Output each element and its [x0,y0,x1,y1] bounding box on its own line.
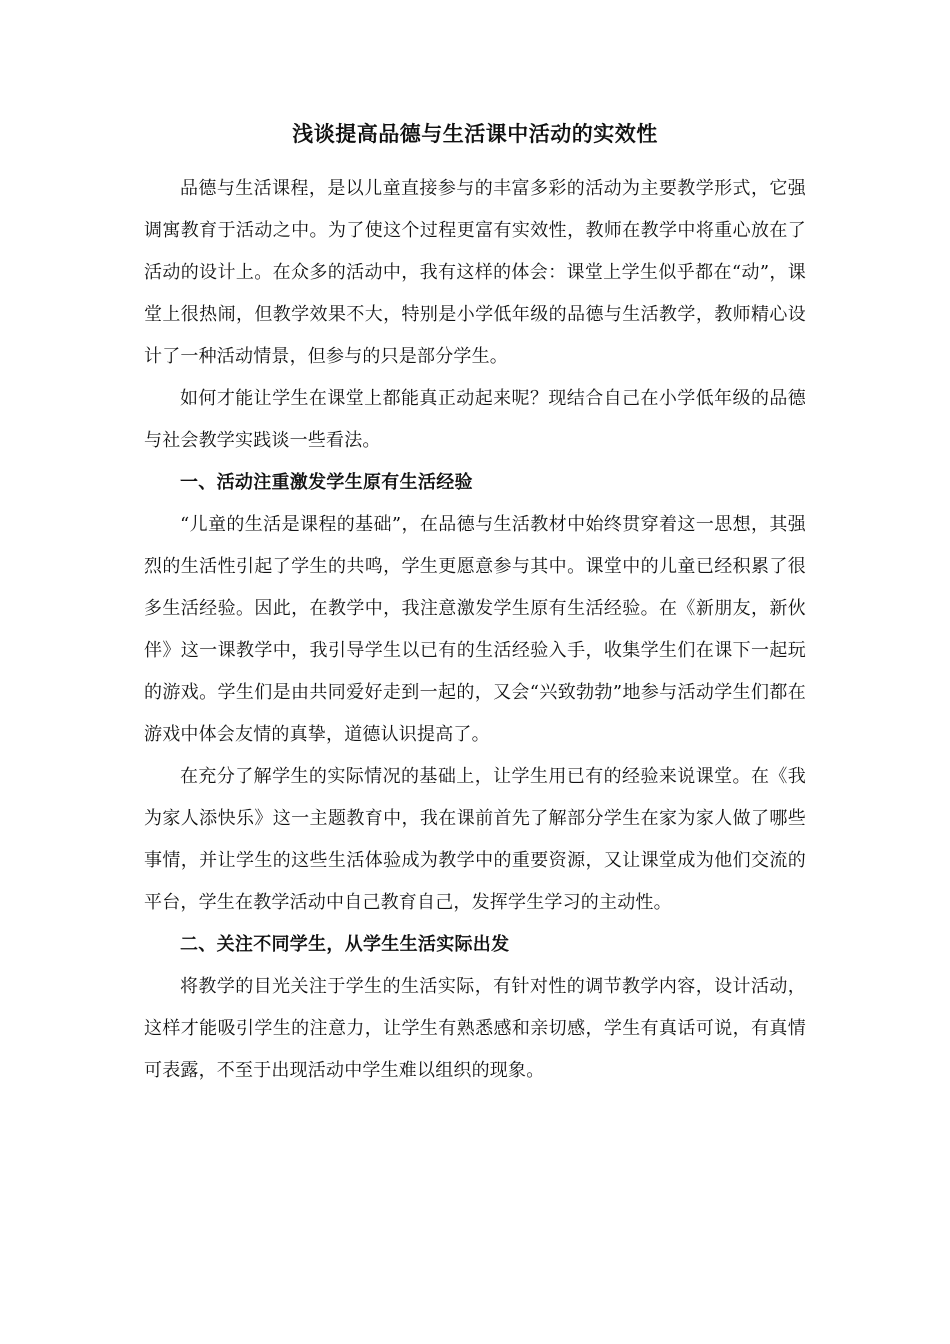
document-title: 浅谈提高品德与生活课中活动的实效性 [292,121,658,146]
intro-paragraph-1: 品德与生活课程，是以儿童直接参与的丰富多彩的活动为主要教学形式，它强调寓教育于活动之中。为了使这个过程更富有实效性，教师在教学中将重心放在了活动的设计上。在众多的活动中，我有这样的体会：课堂上学生似乎都在“动”，课堂上很热闹，但教学效果不大，特别是小学低年级的品德与生活教学，教师精心设计了一种活动情景，但参与的只是部分学生。 [144,178,806,367]
intro-paragraph-2: 如何才能让学生在课堂上都能真正动起来呢？现结合自己在小学低年级的品德与社会教学实践谈一些看法。 [144,388,806,451]
section1-paragraph-1: “儿童的生活是课程的基础”，在品德与生活教材中始终贯穿着这一思想，其强烈的生活性引起了学生的共鸣，学生更愿意参与其中。课堂中的儿童已经积累了很多生活经验。因此，在教学中，我注意激发学生原有生活经验。在《新朋友，新伙伴》这一课教学中，我引导学生以已有的生活经验入手，收集学生们在课下一起玩的游戏。学生们是由共同爱好走到一起的，又会“兴致勃勃”地参与活动学生们都在游戏中体会友情的真挚，道德认识提高了。 [144,514,806,745]
section-heading-2: 二、关注不同学生，从学生生活实际出发 [180,934,510,955]
section2-paragraph-1: 将教学的目光关注于学生的生活实际，有针对性的调节教学内容，设计活动，这样才能吸引学生的注意力，让学生有熟悉感和亲切感，学生有真话可说，有真情可表露，不至于出现活动中学生难以组织的现象。 [144,976,806,1081]
section1-paragraph-2: 在充分了解学生的实际情况的基础上，让学生用已有的经验来说课堂。在《我为家人添快乐》这一主题教育中，我在课前首先了解部分学生在家为家人做了哪些事情，并让学生的这些生活体验成为教学中的重要资源，又让课堂成为他们交流的平台，学生在教学活动中自己教育自己，发挥学生学习的主动性。 [144,766,806,913]
document-body [144,118,806,1092]
section-heading-1: 一、活动注重激发学生原有生活经验 [180,472,473,493]
